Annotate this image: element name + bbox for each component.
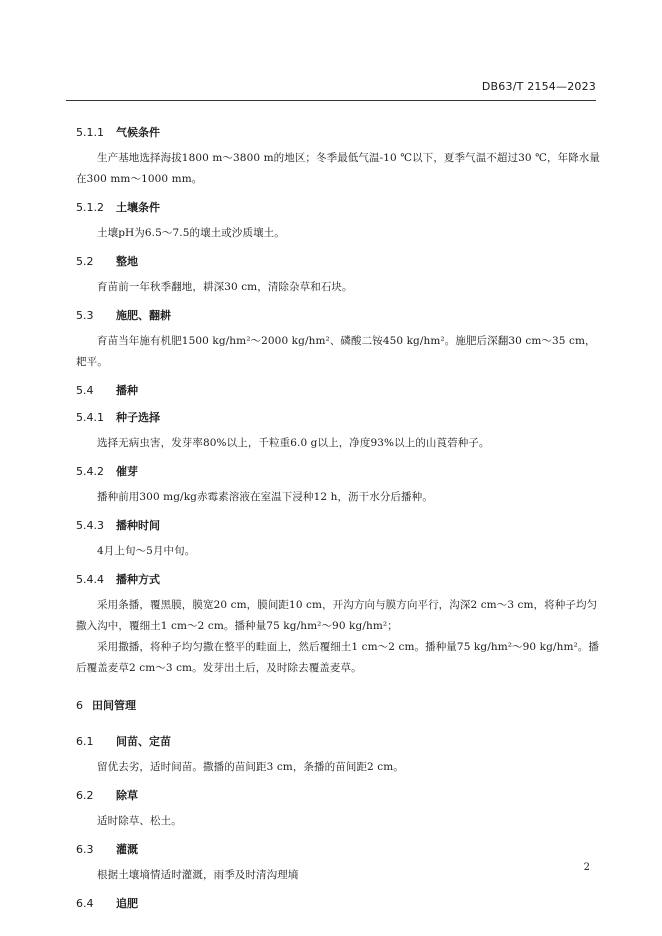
section-title: 施肥、翻耕 <box>116 309 171 322</box>
document-body <box>76 110 604 913</box>
section-number: 5.4.4 <box>76 573 104 586</box>
section-title: 播种时间 <box>116 519 160 532</box>
section-6-3 <box>76 841 604 886</box>
section-title: 催芽 <box>116 465 138 478</box>
paragraph: 育苗前一年秋季翻地，耕深30 cm，清除杂草和石块。 <box>97 281 353 293</box>
section-number: 5.4.2 <box>76 465 104 478</box>
section-5-4-4 <box>76 571 604 679</box>
section-title: 整地 <box>116 255 138 268</box>
section-heading <box>76 253 604 271</box>
section-heading <box>76 733 604 751</box>
paragraph: 留优去劣，适时间苗。撒播的苗间距3 cm，条播的苗间距2 cm。 <box>97 761 404 773</box>
paragraph: 育苗当年施有机肥1500 kg/hm²～2000 kg/hm²、磷酸二铵450 kg/hm²。施肥后深翻30 cm～35 cm，耙平。 <box>76 335 596 368</box>
section-title: 田间管理 <box>92 699 136 712</box>
section-number: 6.2 <box>76 789 94 802</box>
section-6-1 <box>76 733 604 778</box>
section-6-2 <box>76 787 604 832</box>
section-title: 播种方式 <box>116 573 160 586</box>
section-number: 5.4.3 <box>76 519 104 532</box>
section-heading <box>76 382 604 400</box>
section-5-4-3 <box>76 517 604 562</box>
section-title: 灌溉 <box>116 843 138 856</box>
section-number: 6.1 <box>76 735 94 748</box>
section-number: 5.3 <box>76 309 94 322</box>
section-number: 5.1.1 <box>76 126 104 139</box>
section-title: 土壤条件 <box>116 201 160 214</box>
section-6-4 <box>76 895 604 913</box>
section-title: 追肥 <box>116 897 138 910</box>
section-number: 6.3 <box>76 843 94 856</box>
section-heading <box>76 517 604 535</box>
section-heading <box>76 895 604 913</box>
section-5-3 <box>76 307 604 373</box>
paragraph: 4月上旬～5月中旬。 <box>97 545 196 557</box>
paragraph: 根据土壤墒情适时灌溉，雨季及时清沟理墒 <box>97 869 299 881</box>
document-code: DB63/T 2154—2023 <box>481 80 596 93</box>
section-heading <box>76 307 604 325</box>
section-heading <box>76 787 604 805</box>
section-heading <box>76 841 604 859</box>
section-heading <box>76 124 604 142</box>
section-number: 6 <box>76 699 83 712</box>
section-5-1-2 <box>76 199 604 244</box>
section-number: 5.2 <box>76 255 94 268</box>
section-number: 6.4 <box>76 897 94 910</box>
section-6 <box>76 697 604 715</box>
section-5-4-2 <box>76 463 604 508</box>
section-heading <box>76 571 604 589</box>
section-title: 种子选择 <box>116 411 160 424</box>
section-number: 5.4 <box>76 384 94 397</box>
section-title: 气候条件 <box>116 126 160 139</box>
section-heading <box>76 409 604 427</box>
paragraph: 播种前用300 mg/kg赤霉素溶液在室温下浸种12 h，沥干水分后播种。 <box>97 491 433 503</box>
section-number: 5.1.2 <box>76 201 104 214</box>
section-5-1-1 <box>76 124 604 190</box>
paragraph: 选择无病虫害，发芽率80%以上，千粒重6.0 g以上，净度93%以上的山莨菪种子。 <box>97 437 490 449</box>
chapter-heading <box>76 697 604 715</box>
section-heading <box>76 463 604 481</box>
paragraph: 适时除草、松土。 <box>97 815 182 827</box>
paragraph: 生产基地选择海拔1800 m～3800 m的地区；冬季最低气温-10 ℃以下，夏季气温不超过30 ℃，年降水量在300 mm～1000 mm。 <box>76 152 600 185</box>
section-heading <box>76 199 604 217</box>
paragraph: 土壤pH为6.5～7.5的壤土或沙质壤土。 <box>97 227 285 239</box>
section-title: 间苗、定苗 <box>116 735 171 748</box>
header-rule <box>66 100 596 101</box>
section-5-2 <box>76 253 604 298</box>
page-number: 2 <box>583 862 590 873</box>
section-5-4-1 <box>76 409 604 454</box>
section-5-4 <box>76 382 604 400</box>
section-title: 除草 <box>116 789 138 802</box>
section-number: 5.4.1 <box>76 411 104 424</box>
section-title: 播种 <box>116 384 138 397</box>
paragraph: 采用撒播，将种子均匀撒在整平的畦面上，然后覆细土1 cm～2 cm。播种量75 kg/hm²～90 kg/hm²。播后覆盖麦草2 cm～3 cm。发芽出土后，及时除去覆盖麦草。 <box>76 641 600 674</box>
paragraph: 采用条播，覆黑膜，膜宽20 cm，膜间距10 cm，开沟方向与膜方向平行，沟深2 cm～3 cm，将种子均匀撒入沟中，覆细土1 cm～2 cm。播种量75 kg/hm²～90 kg/hm²； <box>76 599 598 632</box>
